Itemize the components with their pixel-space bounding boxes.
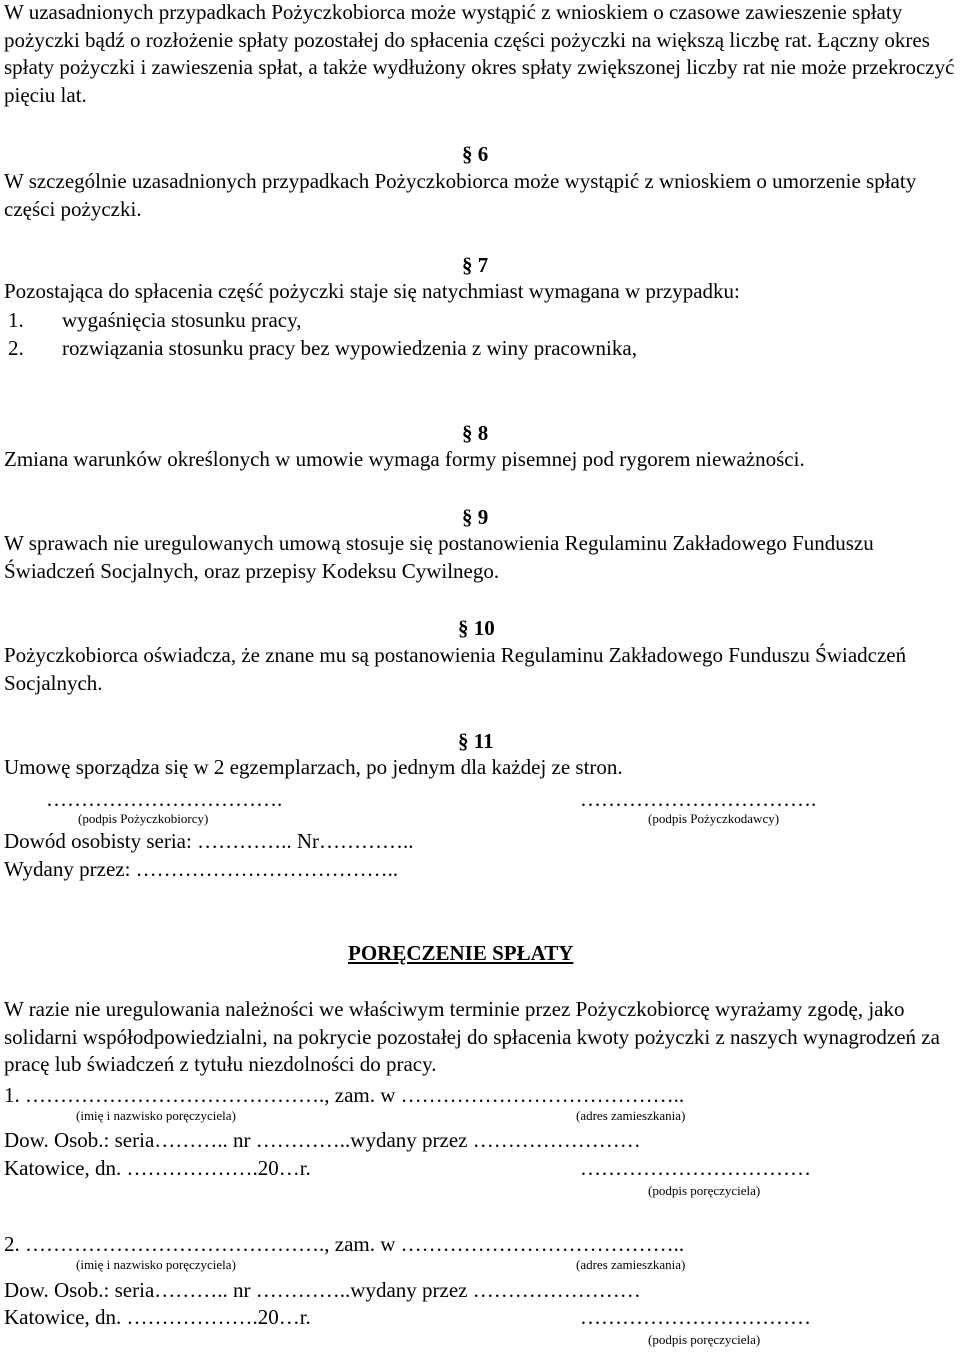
guarantor-2-address-caption: (adres zamieszkania) [576,1257,686,1272]
issued-by-line: Wydany przez: ……………………………….. [4,857,399,881]
section-11-heading: § 11 [458,729,494,753]
guarantor-1-signature-line: …………………………… [580,1156,811,1180]
guarantee-text: W razie nie uregulowania należności we właściwym terminie przez Pożyczkobiorcę wyrażamy zgodę, jako solidarni współodpowiedzialni, na pokrycie pozostałej do spłacenia kwoty pożyczki z naszych wynagrodzeń za pracę lub świadczeń z tytułu niezdolności do pracy. [4,997,940,1076]
guarantor-2-date-line: Katowice, dn. ……………….20…r. [4,1305,311,1329]
section-11-text: Umowę sporządza się w 2 egzemplarzach, po jednym dla każdej ze stron. [4,755,623,779]
guarantor-1-signature-caption: (podpis poręczyciela) [648,1183,761,1198]
guarantor-2-signature-caption: (podpis poręczyciela) [648,1332,761,1347]
section-6-text: W szczególnie uzasadnionych przypadkach Pożyczkobiorca może wystąpić z wnioskiem o umorzenie spłaty części pożyczki. [4,169,917,221]
intro-paragraph: W uzasadnionych przypadkach Pożyczkobiorca może wystąpić z wnioskiem o czasowe zawieszenie spłaty pożyczki bądź o rozłożenie spłaty pozostałej do spłacenia części pożyczki na większą liczbę rat. Łączny okres spłaty pożyczki i zawieszenia spłat, a także wydłużony okres spłaty zwiększonej liczby rat nie może przekroczyć pięciu lat. [4,0,955,107]
list-item-text: rozwiązania stosunku pracy bez wypowiedzenia z winy pracownika, [62,336,637,360]
section-9-heading: § 9 [462,505,489,529]
section-9-text: W sprawach nie uregulowanych umową stosuje się postanowienia Regulaminu Zakładowego Funduszu Świadczeń Socjalnych, oraz przepisy Kodeksu Cywilnego. [4,531,874,583]
list-item-number: 2. [8,336,24,360]
lender-signature-line: ……………………………. [580,787,817,811]
borrower-signature-line: ……………………………. [46,787,283,811]
guarantor-1-line: 1. ……………………………………., zam. w ………………………………….. [4,1083,685,1107]
guarantor-1-name-caption: (imię i nazwisko poręczyciela) [76,1108,236,1123]
section-7-text: Pozostająca do spłacenia część pożyczki staje się natychmiast wymagana w przypadku: [4,279,740,303]
lender-signature-caption: (podpis Pożyczkodawcy) [648,811,780,826]
guarantor-2-line: 2. ……………………………………., zam. w ………………………………….. [4,1232,685,1256]
section-10-heading: § 10 [458,616,495,640]
list-item-text: wygaśnięcia stosunku pracy, [62,308,302,332]
section-8-heading: § 8 [462,421,489,445]
guarantor-1-address-caption: (adres zamieszkania) [576,1108,686,1123]
guarantor-1-date-line: Katowice, dn. ……………….20…r. [4,1156,311,1180]
section-7-heading: § 7 [462,253,489,277]
guarantor-2-name-caption: (imię i nazwisko poręczyciela) [76,1257,236,1272]
guarantor-2-id-line: Dow. Osob.: seria……….. nr …………..wydany przez …………………… [4,1278,641,1302]
section-6-heading: § 6 [462,142,489,166]
section-10-text: Pożyczkobiorca oświadcza, że znane mu są postanowienia Regulaminu Zakładowego Funduszu Świadczeń Socjalnych. [4,643,907,695]
guarantee-title: PORĘCZENIE SPŁATY [348,941,574,965]
guarantor-2-signature-line: …………………………… [580,1305,811,1329]
section-8-text: Zmiana warunków określonych w umowie wymaga formy pisemnej pod rygorem nieważności. [4,447,805,471]
borrower-signature-caption: (podpis Pożyczkobiorcy) [78,811,209,826]
id-card-line: Dowód osobisty seria: ………….. Nr………….. [4,829,414,853]
guarantor-1-id-line: Dow. Osob.: seria……….. nr …………..wydany przez …………………… [4,1128,641,1152]
list-item-number: 1. [8,308,24,332]
